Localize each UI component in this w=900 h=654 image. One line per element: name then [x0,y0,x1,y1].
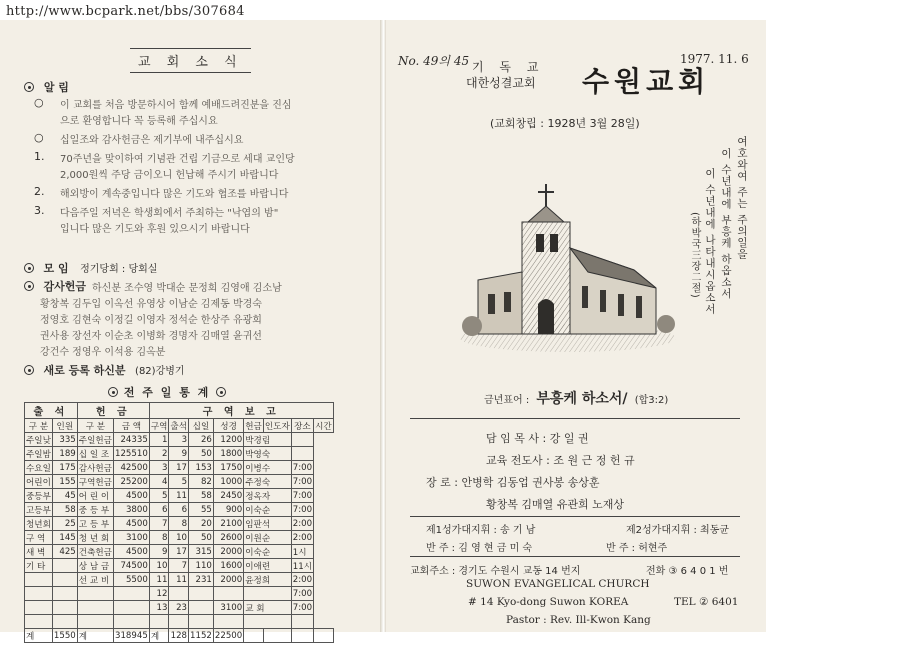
table-cell: 6 [149,503,169,517]
table-cell: 425 [52,545,77,559]
table-cell: 4 [149,475,169,489]
announce-line: 으로 환영합니다 꼭 등록해 주십시요 [60,116,218,127]
table-subhead-cell: 헌금 [244,419,264,433]
table-cell [77,587,113,601]
table-cell: 25200 [114,475,150,489]
table-cell: 1600 [213,559,243,573]
bullet-icon [216,387,226,397]
table-total-cell: 1152 [190,630,212,641]
table-row [25,531,334,545]
verse-column-1: 여호와여 주는 주의일을 [736,136,748,260]
table-cell: 7:00 [292,490,313,501]
table-cell: 박경림 [244,433,292,447]
table-cell: 145 [52,531,77,545]
table-cell: 153 [189,461,214,475]
table-cell [77,601,113,615]
divider [410,556,740,557]
table-cell: 감사헌금 [77,461,113,475]
table-cell: 7:00 [292,476,313,487]
table-cell [149,615,169,629]
table-cell [169,615,189,629]
table-row [25,559,334,573]
table-cell: 2:00 [292,532,313,543]
new-member-heading: 새로 등록 하신분 [43,364,126,377]
new-member-line [24,362,185,378]
table-cell: 23 [169,601,189,615]
table-cell: 1 [149,433,169,447]
announce-marker: ○ [34,131,44,144]
thanks-line: 황창복 김두입 이옥선 유영상 이남순 김제동 박경숙 [40,299,262,310]
table-cell: 11 [149,573,169,587]
table-cell: 구 역 [25,531,53,545]
table-row [25,587,334,601]
table-cell: 42500 [114,461,150,475]
staff-line: 담 임 목 사 : 강 일 권 [486,432,589,445]
table-cell: 2 [149,447,169,461]
table-cell: 새 벽 [25,545,53,559]
accompanist-1: 반 주 : 김 영 현 금 미 숙 [426,543,533,554]
church-illustration [458,176,678,356]
table-cell: 10 [169,531,189,545]
table-cell: 1800 [213,447,243,461]
table-cell: 중등부 [25,489,53,503]
table-subhead-row [25,419,334,433]
table-cell: 임판석 [244,517,292,531]
table-cell: 주일헌금 [77,433,113,447]
table-cell [189,615,214,629]
table-cell [52,601,77,615]
table-cell: 2600 [213,531,243,545]
table-cell: 어린이 [25,475,53,489]
table-total-cell: 1550 [53,630,76,641]
table-cell: 중 등 부 [77,503,113,517]
table-cell: 11시 [291,559,313,573]
table-total-cell: 계 [25,629,53,643]
table-cell: 189 [52,447,77,461]
table-total-cell: 22500 [214,630,243,641]
table-cell: 10 [149,559,169,573]
table-cell: 50 [189,447,214,461]
table-row [25,489,334,503]
table-cell: 청년회 [25,517,53,531]
table-cell: 74500 [114,559,150,573]
table-cell: 2:00 [292,574,313,585]
table-cell: 17 [169,545,189,559]
table-cell: 9 [149,545,169,559]
table-total-cell [244,629,264,643]
announce-line: 십일조와 감사헌금은 제기부에 내주십시요 [60,135,244,146]
table-cell: 155 [52,475,77,489]
announce-marker: 3. [34,204,45,217]
table-total-cell: 318945 [115,630,148,641]
announce-line: 입니다 많은 기도와 후원 있으시기 바랍니다 [60,224,250,235]
staff-line: 황창복 김매열 유관희 노재상 [486,498,625,511]
table-cell [291,447,313,461]
table-subhead-cell: 인원 [52,419,77,433]
thanks-heading-line: 감사헌금 [24,278,86,294]
english-tel: TEL ② 6401 [674,596,739,608]
announce-marker: 1. [34,150,45,163]
table-cell [213,587,243,601]
table-cell: 십 일 조 [77,447,113,461]
table-cell: 주정숙 [244,475,292,489]
table-cell: 315 [189,545,214,559]
table-cell: 6 [169,503,189,517]
bullet-icon [24,263,34,273]
news-title: 교 회 소 식 [130,48,251,73]
table-cell: 58 [52,503,77,517]
thanks-line: 하신분 조수영 박대순 문정희 김영애 김소남 [92,283,282,294]
thanks-line: 정영호 김현숙 이정길 이영자 정석순 한상주 유광희 [40,315,262,326]
table-cell [25,601,53,615]
table-cell: 45 [52,489,77,503]
table-head: 구 역 보 고 [149,403,333,419]
staff-line: 장 로 : 안병학 김동업 권사봉 송상훈 [426,476,600,489]
table-cell: 7:00 [292,504,313,515]
table-row [25,475,334,489]
table-cell: 상 남 금 [77,559,113,573]
announce-line: 다음주일 저녁은 학생회에서 주최하는 "낙엽의 밤" [60,208,279,219]
table-cell: 3 [169,433,189,447]
announce-line: 이 교회를 처음 방문하시어 함께 예배드려진분을 진심 [60,100,292,111]
thanks-line: 강건수 정영우 이석용 김옥분 [40,347,166,358]
table-subhead-cell: 장소 [291,419,313,433]
bullet-icon [24,281,34,291]
table-cell: 3100 [114,531,150,545]
table-cell: 이숙순 [244,503,292,517]
table-row [25,545,334,559]
founded-date: (교회창립 : 1928년 3월 28일) [490,117,640,130]
table-cell: 주일밤 [25,447,53,461]
table-subhead-cell: 금 액 [114,419,150,433]
table-cell: 7 [149,517,169,531]
table-total-cell: 계 [77,629,113,643]
table-subhead-cell: 시간 [314,419,334,433]
table-row [25,447,334,461]
table-cell: 박영숙 [244,447,292,461]
table-subhead-cell: 출석 [169,419,189,433]
table-row [25,433,334,447]
verse-column-3: 이 수년내에 나타내시옵소서 [704,168,716,315]
table-cell: 8 [149,531,169,545]
table-cell [291,615,313,629]
table-cell [291,433,313,447]
church-name: 수원교회 [582,65,711,98]
table-cell [169,587,189,601]
table-subhead-cell: 성경 [213,419,243,433]
table-cell: 이애련 [244,559,292,573]
table-cell [25,615,53,629]
table-cell: 이숙순 [244,545,292,559]
table-total-row [25,629,334,643]
divider [410,516,740,517]
table-row [25,573,334,587]
table-cell: 231 [189,573,214,587]
new-member-name: (82)강병기 [135,366,185,377]
table-cell: 2100 [213,517,243,531]
announce-marker: 2. [34,185,45,198]
table-cell: 청 년 회 [77,531,113,545]
table-row [25,461,334,475]
table-subhead-cell: 인도자 [263,419,291,433]
source-url: http://www.bcpark.net/bbs/307684 [6,4,245,19]
table-cell: 125510 [115,448,148,459]
table-cell: 11 [169,489,189,503]
bullet-icon [108,387,118,397]
table-subhead-cell: 구역 [149,419,169,433]
divider [410,418,740,419]
english-pastor: Pastor : Rev. Ill-Kwon Kang [506,614,651,626]
verse-column-2: 이 수년내에 부흥케 하옵소서 [720,148,732,300]
table-cell: 25 [52,517,77,531]
staff-line: 교육 전도사 : 조 원 근 정 헌 규 [486,454,635,467]
table-cell: 건축헌금 [77,545,113,559]
table-cell: 4500 [114,489,150,503]
theme-label: 금년표어 : [484,395,530,406]
bullet-icon [24,82,34,92]
bullet-icon [24,365,34,375]
table-cell: 7:00 [292,462,313,473]
meeting-detail: 정기당회 : 당회실 [80,264,158,275]
table-cell: 82 [189,475,214,489]
table-row [25,517,334,531]
table-cell: 4500 [114,545,150,559]
table-cell: 1200 [213,433,243,447]
table-total-cell [291,629,313,643]
choir-director-1: 제1성가대지휘 : 송 기 남 [426,525,536,536]
table-cell: 이병수 [244,461,292,475]
accompanist-2: 반 주 : 허현주 [606,543,668,554]
table-subhead-cell: 구 분 [25,419,53,433]
church-address: 교회주소 : 경기도 수원시 교동 14 번지 [410,566,581,577]
table-cell: 5500 [114,573,150,587]
theme-reference: (합3:2) [634,395,669,406]
table-cell: 4500 [114,517,150,531]
table-cell: 24335 [114,433,150,447]
table-cell: 900 [213,503,243,517]
table-cell [77,615,113,629]
table-cell: 3100 [213,601,243,615]
table-head: 출 석 [25,403,78,419]
table-cell: 3800 [114,503,150,517]
table-cell: 고 등 부 [77,517,113,531]
table-cell: 17 [169,461,189,475]
table-cell: 5 [149,489,169,503]
table-cell: 고등부 [25,503,53,517]
theme-text: 부흥케 하소서/ [536,391,628,407]
table-subhead-cell: 십일 [189,419,214,433]
table-cell: 58 [189,489,214,503]
table-cell: 정옥자 [244,489,292,503]
table-head-row [25,403,334,419]
table-cell: 수요일 [25,461,53,475]
table-cell: 3 [149,461,169,475]
table-cell: 2000 [213,573,243,587]
announce-line: 70주년을 맞이하여 기념관 건립 기금으로 세대 교인당 [60,154,295,165]
table-cell [25,587,53,601]
year-theme [484,388,668,408]
table-cell: 1000 [213,475,243,489]
table-cell: 7:00 [292,588,313,599]
table-cell: 335 [52,433,77,447]
table-cell [244,587,292,601]
issue-date: 1977. 11. 6 [680,52,749,66]
table-cell: 13 [149,601,169,615]
table-cell: 12 [149,587,169,601]
table-cell [114,587,150,601]
table-cell [189,601,214,615]
table-cell [52,587,77,601]
table-row [25,615,334,629]
table-total-cell [314,629,334,643]
table-cell: 9 [169,447,189,461]
church-phone: 전화 ③ 6 4 0 1 번 [646,566,729,577]
table-cell: 50 [189,531,214,545]
english-address: # 14 Kyo-dong Suwon KOREA [468,596,629,608]
table-cell [189,587,214,601]
table-cell [52,559,77,573]
table-cell: 2000 [213,545,243,559]
table-cell [244,615,292,629]
issue-number: No. 49의 45 [398,54,470,68]
table-cell: 구역헌금 [77,475,113,489]
table-cell: 주일낮 [25,433,53,447]
table-row [25,503,334,517]
table-cell [52,615,77,629]
table-cell: 윤정희 [244,573,292,587]
table-cell: 11 [169,573,189,587]
table-cell: 7 [169,559,189,573]
announce-marker: ○ [34,96,44,109]
verse-reference: (하박국三장二절) [689,212,700,299]
table-cell [114,615,150,629]
table-total-cell: 계 [149,629,169,643]
attendance-title: 전 주 일 통 계 [108,384,226,400]
table-cell [114,601,150,615]
meeting-line [24,260,157,276]
announce-heading: 알 림 [24,79,69,95]
choir-director-2: 제2성가대지휘 : 최동균 [626,525,730,536]
table-cell: 어 린 이 [77,489,113,503]
meeting-heading: 모 임 [43,262,69,275]
table-cell: 기 타 [25,559,53,573]
table-cell: 1750 [213,461,243,475]
table-subhead-cell: 구 분 [77,419,113,433]
table-cell: 5 [169,475,189,489]
english-name: SUWON EVANGELICAL CHURCH [466,578,650,590]
table-cell: 선 교 비 [77,573,113,587]
announce-line: 해외방이 계속중입니다 많은 기도와 협조를 바랍니다 [60,189,289,200]
table-head: 헌 금 [77,403,149,419]
denomination-line-2: 대한성결교회 [466,76,536,90]
table-cell: 7:00 [292,602,313,613]
table-cell [25,573,53,587]
announce-line: 2,000원씩 주당 금이오니 헌납해 주시기 바랍니다 [60,170,279,181]
table-cell: 2450 [213,489,243,503]
table-cell: 8 [169,517,189,531]
table-cell: 55 [189,503,214,517]
denomination-line-1: 기 독 교 [472,60,545,74]
table-cell: 110 [189,559,214,573]
table-total-cell [263,629,291,643]
table-cell: 교 회 [244,601,292,615]
attendance-table [24,402,334,643]
table-total-cell: 128 [170,630,188,641]
table-row [25,601,334,615]
table-cell: 1시 [291,545,313,559]
table-cell: 2:00 [292,518,313,529]
table-cell [213,615,243,629]
table-cell: 이원순 [244,531,292,545]
thanks-line: 권사용 장선자 이순초 이병화 경명자 김매열 윤귀선 [40,331,262,342]
table-cell: 175 [52,461,77,475]
table-cell: 20 [189,517,214,531]
table-cell [52,573,77,587]
table-cell: 26 [189,433,214,447]
